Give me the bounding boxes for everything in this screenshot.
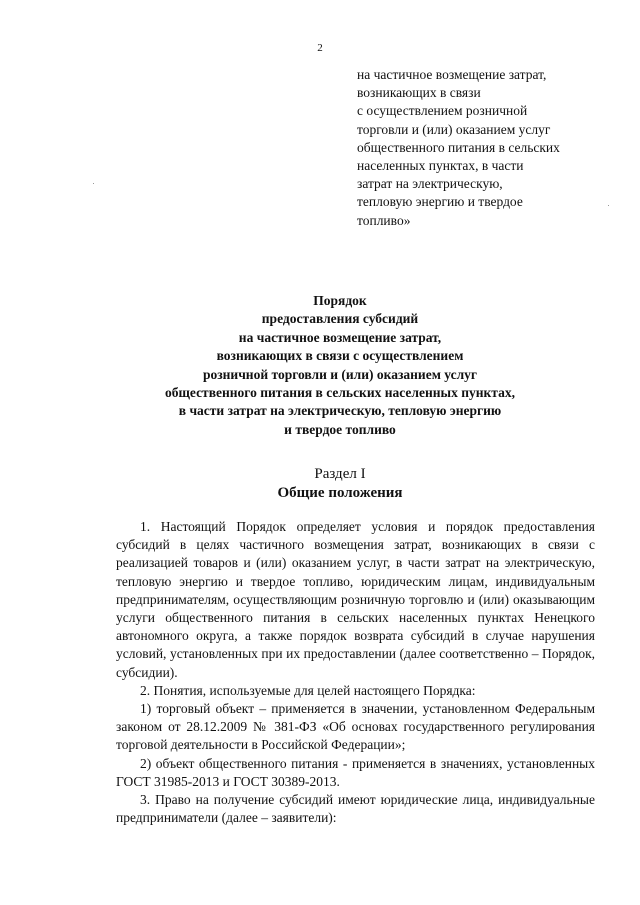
paragraph: 2. Понятия, используемые для целей настоящего Порядка: — [140, 682, 476, 698]
paragraph: 3. Право на получение субсидий имеют юридические лица, индивидуальные предприниматели (далее – заявители): — [116, 792, 595, 826]
header-line: тепловую энергию и твердое — [357, 194, 523, 210]
section-heading — [60, 465, 620, 503]
header-line: на частичное возмещение затрат, — [357, 67, 547, 82]
header-line: топливо» — [357, 212, 411, 228]
title-line: розничной торговли и (или) оказанием услуг — [202, 366, 478, 382]
header-line: общественного питания в сельских — [357, 139, 560, 155]
header-reference-block — [357, 66, 617, 230]
title-line: предоставления субсидий — [261, 311, 419, 327]
title-line: Порядок — [313, 293, 367, 308]
title-line: возникающих в связи с осуществлением — [216, 348, 464, 364]
header-line: возникающих в связи — [357, 85, 481, 101]
header-line: с осуществлением розничной — [357, 103, 528, 119]
title-line: и твердое топливо — [284, 421, 396, 437]
header-line: населенных пунктах, в части — [357, 158, 524, 174]
document-title — [60, 292, 620, 439]
title-line: общественного питания в сельских населенных пунктах, — [165, 385, 515, 401]
paragraph: 1. Настоящий Порядок определяет условия и порядок предоставления субсидий в целях частичного возмещения затрат, возникающих в связи с реализацией товаров и (или) оказанием услуг, в части затрат на электрическую, тепловую энергию и твердое топливо, юридическим лицам, индивидуальным предпринимателям, осуществляющим розничную торговлю и (или) оказывающим услуги общественного питания в сельских населенных пунктах Ненецкого автономного округа, а также порядок возврата субсидий в случае нарушения условий, установленных при их предоставлении (далее соответственно – Порядок, субсидии). — [116, 519, 595, 680]
header-line: затрат на электрическую, — [357, 176, 503, 192]
paragraph: 2) объект общественного питания - применяется в значениях, установленных ГОСТ 31985-2013 и ГОСТ 30389-2013. — [116, 755, 595, 789]
section-title: Общие положения — [277, 485, 403, 501]
title-line: в части затрат на электрическую, тепловую энергию — [178, 403, 502, 419]
paragraph: 1) торговый объект – применяется в значении, установленном Федеральным законом от 28.12.2009 № 381-ФЗ «Об основах государственного регулирования торговой деятельности в Российской Федерации»; — [116, 701, 595, 753]
scan-speck — [93, 183, 94, 184]
section-label: Раздел I — [314, 466, 366, 482]
header-line: торговли и (или) оказанием услуг — [357, 121, 551, 137]
document-body — [116, 518, 595, 827]
title-line: на частичное возмещение затрат, — [238, 329, 442, 345]
scan-speck — [608, 205, 609, 206]
page-number: 2 — [317, 42, 323, 54]
